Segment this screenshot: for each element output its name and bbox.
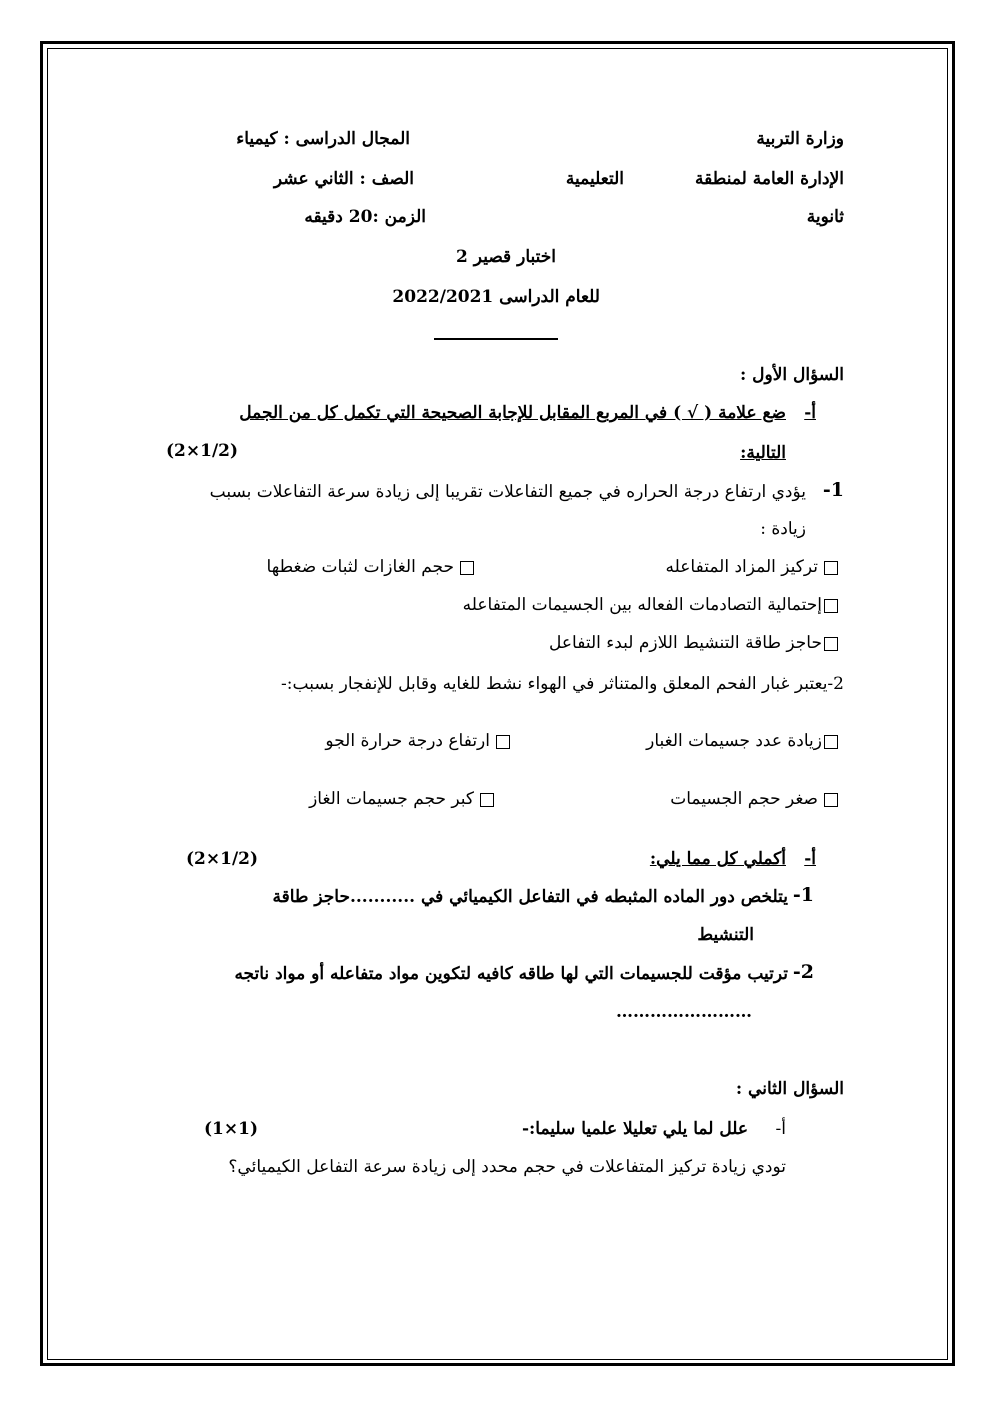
q1-item1-text-cont: زيادة : [760, 519, 806, 539]
q1-part-a-letter: أ- [804, 403, 816, 423]
q1-item1-number: 1- [822, 479, 844, 501]
time: الزمن :20 دقيقه [304, 207, 426, 227]
q1-complete2-number: 2- [792, 961, 814, 983]
checkbox-icon[interactable] [824, 599, 838, 613]
grade: الصف : الثاني عشر [273, 169, 414, 189]
q1-item1-option-3[interactable]: إحتمالية التصادمات الفعاله بين الجسيمات المتفاعله [463, 594, 844, 616]
title-underline [434, 338, 558, 340]
checkbox-icon[interactable] [824, 561, 838, 575]
checkbox-icon[interactable] [824, 793, 838, 807]
q1-heading: السؤال الأول : [739, 365, 844, 385]
quiz-title: اختبار قصير 2 [456, 247, 556, 267]
school-year: للعام الدراسى 2022/2021 [392, 287, 600, 307]
checkbox-icon[interactable] [496, 735, 510, 749]
school: ثانوية [806, 207, 844, 227]
educational-label: التعليمية [565, 169, 624, 189]
q1-complete2-blank: …………………… [616, 1002, 752, 1022]
q1-part-a-marks: (2×1/2) [166, 441, 239, 461]
q1-part-a-instruction-cont: التالية: [740, 443, 786, 463]
q1-item1-option-2[interactable]: حجم الغازات لثبات ضغطها [267, 556, 480, 578]
q1-complete1-cont: التنشيط [697, 925, 754, 945]
checkbox-icon[interactable] [824, 735, 838, 749]
q2-question: تودي زيادة تركيز المتفاعلات في حجم محدد إلى زيادة سرعة التفاعل الكيميائي؟ [228, 1157, 786, 1177]
directorate: الإدارة العامة لمنطقة [695, 169, 844, 189]
q1-item2-option-2[interactable]: ارتفاع درجة حرارة الجو [325, 730, 516, 752]
q1-item2-option-1[interactable]: زيادة عدد جسيمات الغبار [646, 730, 844, 752]
q1-part-b-marks: (2×1/2) [186, 849, 259, 869]
q2-part-a-marks: (1×1) [204, 1119, 258, 1139]
q1-complete2-text: ترتيب مؤقت للجسيمات التي لها طاقه كافيه لتكوين مواد متفاعله أو مواد ناتجه [234, 964, 788, 984]
q1-item1-text: يؤدي ارتفاع درجة الحراره في جميع التفاعلات تقريبا إلى زيادة سرعة التفاعلات بسبب [209, 482, 806, 502]
q1-part-b-instruction: أكملي كل مما يلي: [649, 849, 786, 869]
subject: المجال الدراسى : كيمياء [236, 129, 410, 149]
checkbox-icon[interactable] [460, 561, 474, 575]
q2-heading: السؤال الثاني : [735, 1079, 844, 1099]
q1-complete1-number: 1- [792, 884, 814, 906]
q1-part-b-letter: أ- [804, 849, 816, 869]
checkbox-icon[interactable] [480, 793, 494, 807]
q2-part-a-letter: أ- [775, 1119, 786, 1139]
ministry: وزارة التربية [756, 129, 844, 149]
q1-item1-option-1[interactable]: تركيز المزاد المتفاعله [666, 556, 844, 578]
checkbox-icon[interactable] [824, 637, 838, 651]
q1-item2-option-4[interactable]: كبر حجم جسيمات الغاز [309, 788, 500, 810]
q1-complete1-text: يتلخص دور الماده المثبطه في التفاعل الكيميائي في ...........حاجز طاقة [272, 887, 788, 907]
q1-item1-option-4[interactable]: حاجز طاقة التنشيط اللازم لبدء التفاعل [549, 632, 844, 654]
q1-item2-option-3[interactable]: صغر حجم الجسيمات [670, 788, 844, 810]
q2-part-a-instruction: علل لما يلي تعليلا علميا سليما:- [521, 1119, 748, 1139]
q1-item2-text: 2-يعتبر غبار الفحم المعلق والمتناثر في الهواء نشط للغايه وقابل للإنفجار بسبب:- [281, 674, 844, 694]
q1-part-a-instruction: ضع علامة ( √ ) في المربع المقابل للإجابة الصحيحة التي تكمل كل من الجمل [239, 403, 786, 423]
